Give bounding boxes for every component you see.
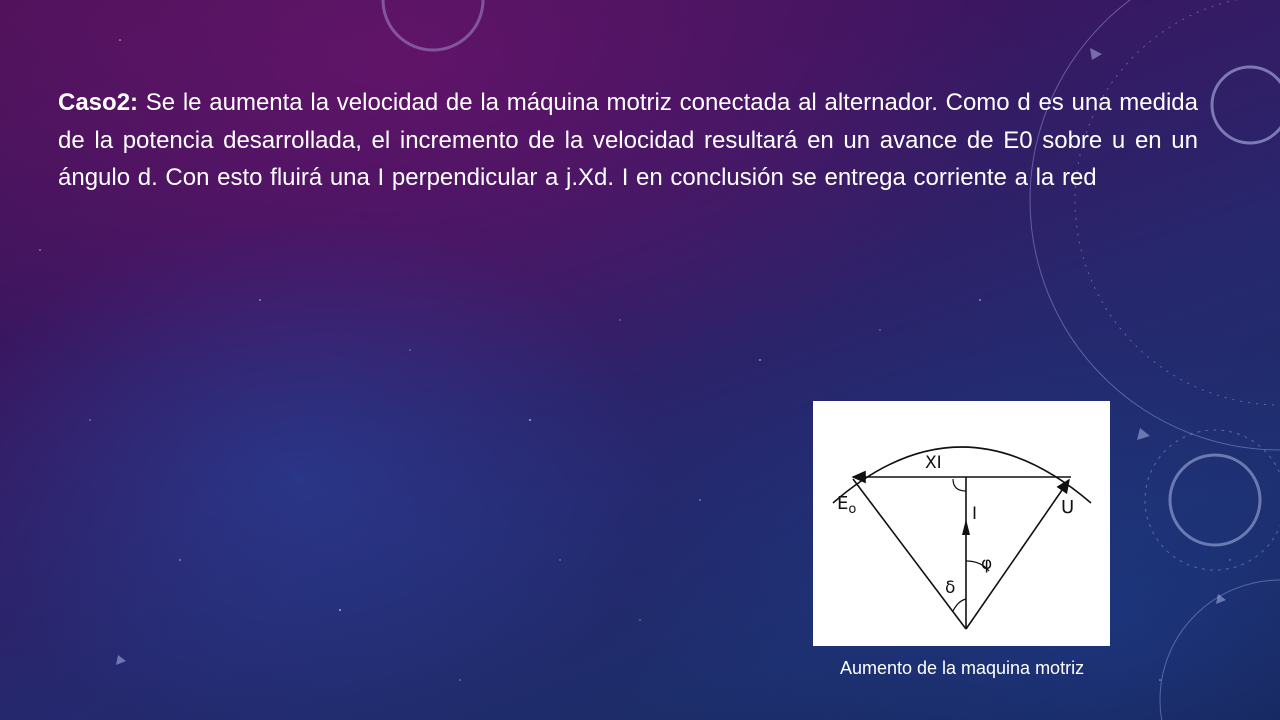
label-delta: δ bbox=[945, 578, 956, 598]
slide-paragraph bbox=[58, 84, 1198, 197]
i-arrowhead bbox=[962, 519, 970, 535]
label-e0: $E_o$ bbox=[837, 493, 857, 517]
phasor-diagram bbox=[813, 401, 1110, 646]
label-phi: φ bbox=[981, 554, 993, 574]
label-i: I bbox=[972, 504, 978, 524]
label-u: U bbox=[1061, 497, 1075, 518]
e0-phasor bbox=[853, 479, 966, 629]
phasor-diagram-figure bbox=[813, 401, 1110, 646]
label-xi: XI bbox=[925, 453, 942, 473]
case-description: Se le aumenta la velocidad de la máquina motriz conectada al alternador. Como d es una medida de la potencia desarrollada, el incremento de la velocidad resultará en un avance de E0 sobre u en un ángulo d. Con esto fluirá una I perpendicular a j.Xd. I en conclusión se entrega corriente a la red bbox=[58, 89, 1198, 191]
case-heading: Caso2: bbox=[58, 89, 139, 116]
delta-arc bbox=[953, 599, 966, 611]
figure-caption: Aumento de la maquina motriz bbox=[839, 658, 1085, 678]
circle-arc bbox=[833, 447, 1091, 503]
right-angle-mark bbox=[953, 479, 966, 491]
